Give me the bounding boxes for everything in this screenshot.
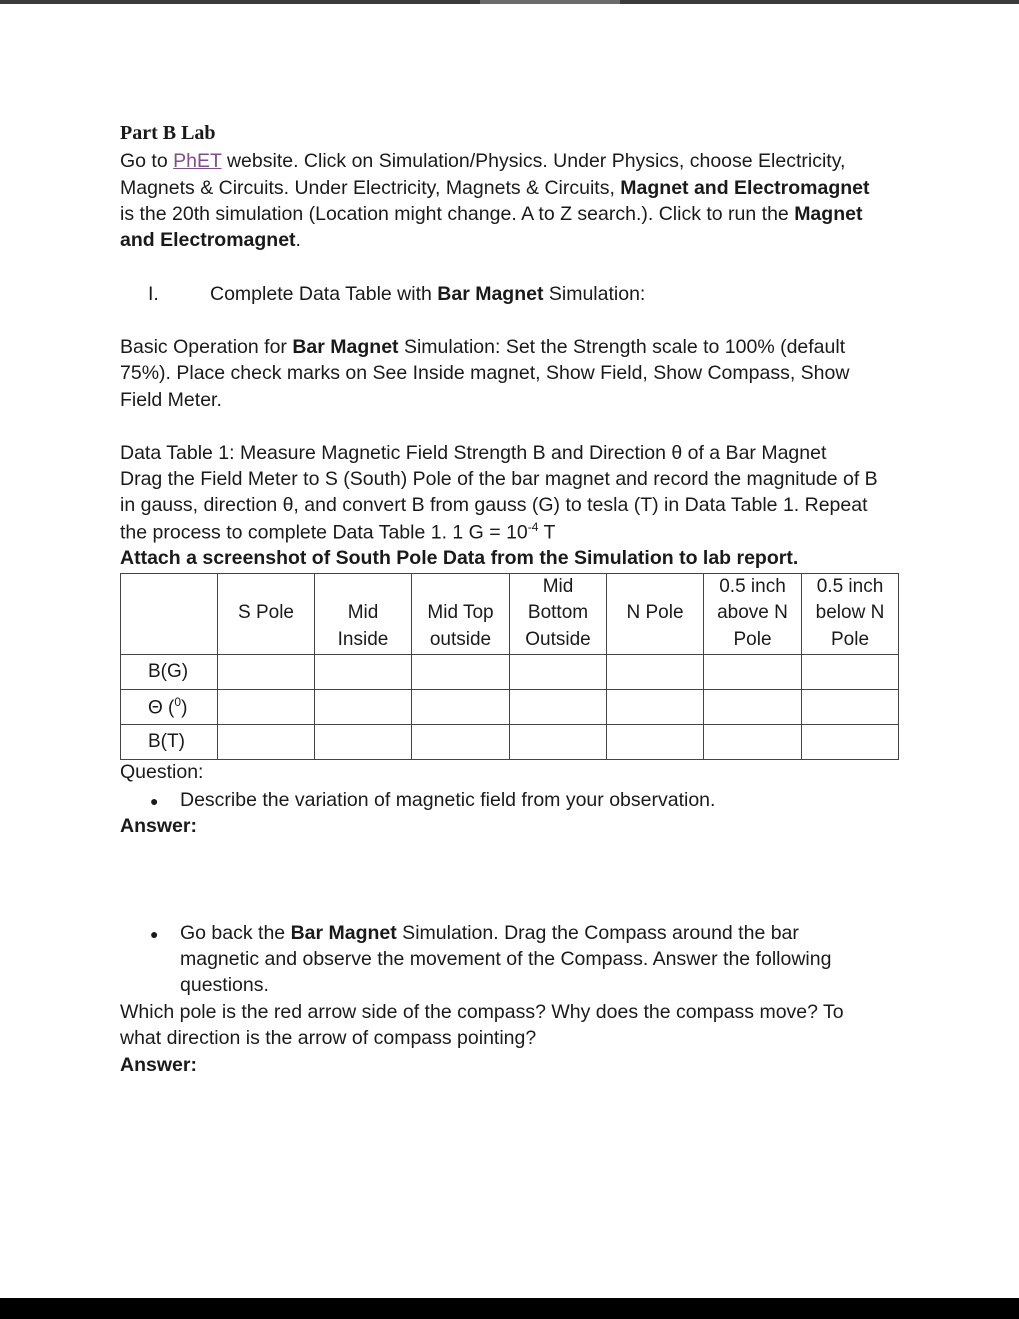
- basic-line-2: 75%). Place check marks on See Inside magnet, Show Field, Show Compass, Show: [120, 362, 850, 384]
- table-cell[interactable]: [607, 655, 704, 690]
- dt-line-3: in gauss, direction θ, and convert B from gauss (G) to tesla (T) in Data Table 1. Repeat: [120, 494, 868, 516]
- dt-text: the process to complete Data Table 1. 1 G = 10: [120, 521, 528, 544]
- section-text: Simulation:: [543, 283, 646, 305]
- basic-line-3: Field Meter.: [120, 389, 222, 411]
- row-label: Θ ($^0$): [121, 690, 218, 725]
- basic-text: Basic Operation for: [120, 336, 293, 358]
- header-cell: 0.5 inch above N Pole: [704, 574, 802, 655]
- question-label: Question:: [120, 761, 204, 783]
- table-row: [121, 725, 899, 760]
- table-cell[interactable]: [802, 655, 899, 690]
- window-bottom-bar: [0, 1298, 1019, 1319]
- dt-exponent: -4: [527, 520, 539, 534]
- dt-line-4: [120, 520, 555, 545]
- basic-text: Simulation: Set the Strength scale to 100% (default: [398, 336, 846, 358]
- table-cell[interactable]: [218, 725, 315, 760]
- q2-bullet-line-1: [180, 922, 799, 945]
- q2-bold: Bar Magnet: [290, 922, 397, 944]
- table-row: [121, 690, 899, 725]
- q2-bullet-line-3: questions.: [180, 974, 269, 996]
- q2-text: Go back the: [180, 922, 291, 944]
- table-cell[interactable]: [315, 725, 412, 760]
- header-cell: Mid Bottom Outside: [510, 574, 607, 655]
- header-cell: [121, 574, 218, 655]
- data-table-1: [120, 573, 899, 760]
- table-cell[interactable]: [510, 725, 607, 760]
- header-cell: S Pole: [218, 574, 315, 655]
- table-cell[interactable]: [704, 655, 802, 690]
- table-cell[interactable]: [704, 725, 802, 760]
- intro-text: website. Click on Simulation/Physics. Under Physics, choose Electricity,: [221, 150, 846, 172]
- table-cell[interactable]: [412, 690, 510, 725]
- intro-text: .: [295, 229, 301, 251]
- intro-bold: Magnet and Electromagnet: [620, 177, 870, 199]
- intro-text: Magnets & Circuits. Under Electricity, Magnets & Circuits,: [120, 177, 621, 199]
- table-cell[interactable]: [607, 725, 704, 760]
- table-row: [121, 655, 899, 690]
- intro-line-2: [120, 177, 870, 200]
- attach-instruction: [120, 547, 798, 570]
- dt-text: T: [538, 521, 556, 544]
- intro-line-4: [120, 229, 301, 252]
- header-cell: Mid Inside: [315, 574, 412, 655]
- window-top-highlight: [480, 0, 620, 4]
- page-title: Part B Lab: [120, 122, 216, 144]
- dt-line-2: Drag the Field Meter to S (South) Pole of the bar magnet and record the magnitude of B: [120, 468, 878, 490]
- table-cell[interactable]: [315, 655, 412, 690]
- intro-line-3: [120, 203, 862, 226]
- table-cell[interactable]: [704, 690, 802, 725]
- question-1-text: Describe the variation of magnetic field from your observation.: [180, 789, 716, 811]
- intro-bold: Magnet: [794, 203, 863, 225]
- table-header-row: [121, 574, 899, 655]
- table-cell[interactable]: [510, 690, 607, 725]
- answer-label-2: Answer:: [120, 1054, 197, 1076]
- basic-bold: Bar Magnet: [292, 336, 399, 358]
- row-label: B(T): [121, 725, 218, 760]
- table-cell[interactable]: [218, 690, 315, 725]
- table-cell[interactable]: [412, 655, 510, 690]
- table-cell[interactable]: [218, 655, 315, 690]
- section-numeral: I.: [148, 283, 159, 305]
- intro-bold: and Electromagnet: [120, 229, 296, 251]
- section-text: Complete Data Table with: [210, 283, 438, 305]
- header-cell: 0.5 inch below N Pole: [802, 574, 899, 655]
- bullet-icon: ●: [150, 793, 159, 809]
- header-cell: Mid Top outside: [412, 574, 510, 655]
- q2-bullet-line-2: magnetic and observe the movement of the Compass. Answer the following: [180, 948, 832, 970]
- q2-line-1: Which pole is the red arrow side of the compass? Why does the compass move? To: [120, 1001, 844, 1023]
- table-cell[interactable]: [802, 690, 899, 725]
- intro-line-1: [120, 150, 845, 173]
- table-cell[interactable]: [315, 690, 412, 725]
- table-cell[interactable]: [412, 725, 510, 760]
- table-cell[interactable]: [510, 655, 607, 690]
- q2-text: Simulation. Drag the Compass around the bar: [396, 922, 799, 944]
- row-label: B(G): [121, 655, 218, 690]
- header-cell: N Pole: [607, 574, 704, 655]
- attach-bold: Attach a screenshot of South Pole Data from the Simulation to lab report.: [120, 547, 799, 569]
- table-cell[interactable]: [607, 690, 704, 725]
- answer-label-1: Answer:: [120, 815, 197, 837]
- section-heading: [210, 283, 645, 306]
- dt-line-1: Data Table 1: Measure Magnetic Field Strength B and Direction θ of a Bar Magnet: [120, 442, 827, 464]
- phet-link[interactable]: PhET: [173, 150, 222, 172]
- intro-text: Go to: [120, 150, 174, 172]
- basic-line-1: [120, 336, 845, 359]
- intro-text: is the 20th simulation (Location might change. A to Z search.). Click to run the: [120, 203, 795, 225]
- q2-line-2: what direction is the arrow of compass pointing?: [120, 1027, 537, 1049]
- section-bold: Bar Magnet: [437, 283, 544, 305]
- table-cell[interactable]: [802, 725, 899, 760]
- bullet-icon: ●: [150, 926, 159, 942]
